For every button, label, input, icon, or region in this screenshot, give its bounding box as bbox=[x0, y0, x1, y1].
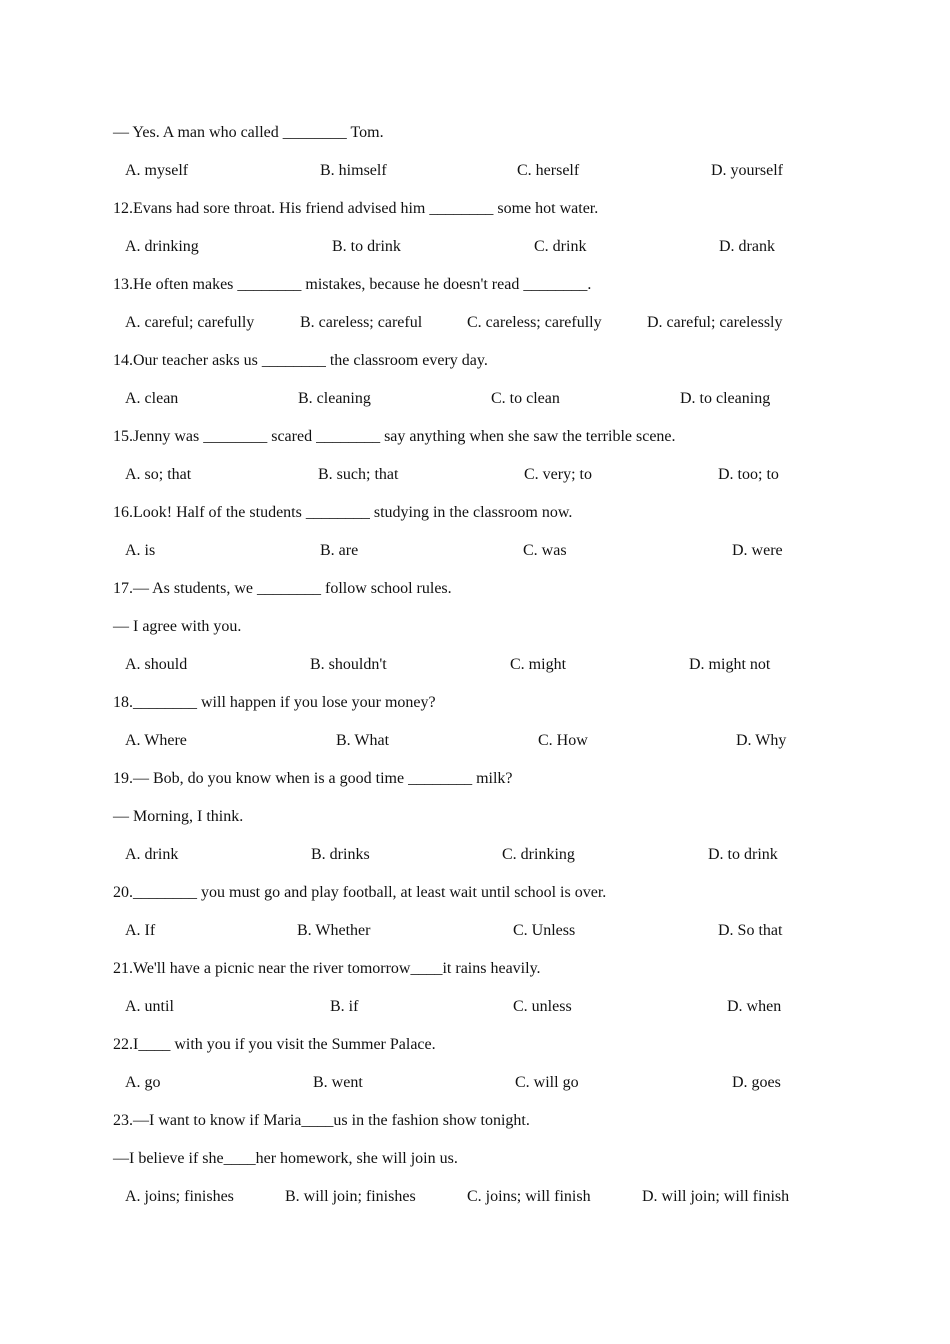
option-b: B. such; that bbox=[318, 466, 399, 483]
answer-options bbox=[0, 539, 950, 563]
option-a: A. If bbox=[125, 922, 156, 939]
question-line: 12.Evans had sore throat. His friend advised him ________ some hot water. bbox=[113, 200, 599, 217]
answer-options bbox=[0, 1185, 950, 1209]
answer-options bbox=[0, 387, 950, 411]
option-c: C. drink bbox=[534, 238, 587, 255]
answer-options bbox=[0, 463, 950, 487]
question-line: 20.________ you must go and play football, at least wait until school is over. bbox=[113, 884, 607, 901]
option-b: B. careless; careful bbox=[300, 314, 423, 331]
option-d: D. to cleaning bbox=[680, 390, 771, 407]
option-c: C. herself bbox=[517, 162, 580, 179]
option-d: D. might not bbox=[689, 656, 771, 673]
question-line: 21.We'll have a picnic near the river tomorrow____it rains heavily. bbox=[113, 960, 541, 977]
option-a: A. go bbox=[125, 1074, 161, 1091]
option-b: B. Whether bbox=[297, 922, 371, 939]
option-c: C. careless; carefully bbox=[467, 314, 602, 331]
answer-options bbox=[0, 843, 950, 867]
question-line: 17.— As students, we ________ follow school rules. bbox=[113, 580, 452, 597]
option-a: A. joins; finishes bbox=[125, 1188, 234, 1205]
option-b: B. will join; finishes bbox=[285, 1188, 416, 1205]
option-a: A. myself bbox=[125, 162, 189, 179]
option-b: B. What bbox=[336, 732, 390, 749]
option-a: A. clean bbox=[125, 390, 179, 407]
option-c: C. might bbox=[510, 656, 567, 673]
option-a: A. until bbox=[125, 998, 174, 1015]
option-a: A. drinking bbox=[125, 238, 199, 255]
answer-options bbox=[0, 919, 950, 943]
option-c: C. Unless bbox=[513, 922, 576, 939]
option-c: C. unless bbox=[513, 998, 572, 1015]
option-b: B. went bbox=[313, 1074, 363, 1091]
question-line: 14.Our teacher asks us ________ the classroom every day. bbox=[113, 352, 488, 369]
option-b: B. himself bbox=[320, 162, 387, 179]
option-b: B. shouldn't bbox=[310, 656, 387, 673]
question-line: — I agree with you. bbox=[113, 618, 242, 635]
option-b: B. drinks bbox=[311, 846, 370, 863]
option-b: B. to drink bbox=[332, 238, 401, 255]
question-line: 22.I____ with you if you visit the Summer Palace. bbox=[113, 1036, 436, 1053]
question-line: 16.Look! Half of the students ________ studying in the classroom now. bbox=[113, 504, 573, 521]
option-d: D. too; to bbox=[718, 466, 779, 483]
option-b: B. cleaning bbox=[298, 390, 371, 407]
option-d: D. when bbox=[727, 998, 782, 1015]
option-c: C. joins; will finish bbox=[467, 1188, 591, 1205]
option-c: C. How bbox=[538, 732, 588, 749]
answer-options bbox=[0, 159, 950, 183]
question-line: 23.—I want to know if Maria____us in the fashion show tonight. bbox=[113, 1112, 530, 1129]
answer-options bbox=[0, 653, 950, 677]
option-d: D. careful; carelessly bbox=[647, 314, 783, 331]
question-line: — Yes. A man who called ________ Tom. bbox=[113, 124, 384, 141]
option-d: D. Why bbox=[736, 732, 787, 749]
option-a: A. is bbox=[125, 542, 156, 559]
option-b: B. are bbox=[320, 542, 359, 559]
question-line: 19.— Bob, do you know when is a good time ________ milk? bbox=[113, 770, 513, 787]
option-d: D. were bbox=[732, 542, 783, 559]
answer-options bbox=[0, 311, 950, 335]
question-line: —I believe if she____her homework, she will join us. bbox=[113, 1150, 458, 1167]
answer-options bbox=[0, 235, 950, 259]
question-line: — Morning, I think. bbox=[113, 808, 244, 825]
option-d: D. yourself bbox=[711, 162, 783, 179]
option-a: A. should bbox=[125, 656, 188, 673]
option-a: A. drink bbox=[125, 846, 179, 863]
option-a: A. Where bbox=[125, 732, 187, 749]
option-c: C. very; to bbox=[524, 466, 592, 483]
option-d: D. to drink bbox=[708, 846, 778, 863]
option-d: D. will join; will finish bbox=[642, 1188, 790, 1205]
option-c: C. was bbox=[523, 542, 567, 559]
question-line: 15.Jenny was ________ scared ________ say anything when she saw the terrible scene. bbox=[113, 428, 676, 445]
option-d: D. So that bbox=[718, 922, 783, 939]
option-d: D. goes bbox=[732, 1074, 781, 1091]
option-c: C. drinking bbox=[502, 846, 575, 863]
option-c: C. to clean bbox=[491, 390, 560, 407]
option-d: D. drank bbox=[719, 238, 775, 255]
answer-options bbox=[0, 995, 950, 1019]
answer-options bbox=[0, 1071, 950, 1095]
option-c: C. will go bbox=[515, 1074, 579, 1091]
question-line: 13.He often makes ________ mistakes, because he doesn't read ________. bbox=[113, 276, 592, 293]
option-a: A. careful; carefully bbox=[125, 314, 255, 331]
option-a: A. so; that bbox=[125, 466, 192, 483]
question-line: 18.________ will happen if you lose your money? bbox=[113, 694, 436, 711]
option-b: B. if bbox=[330, 998, 359, 1015]
answer-options bbox=[0, 729, 950, 753]
